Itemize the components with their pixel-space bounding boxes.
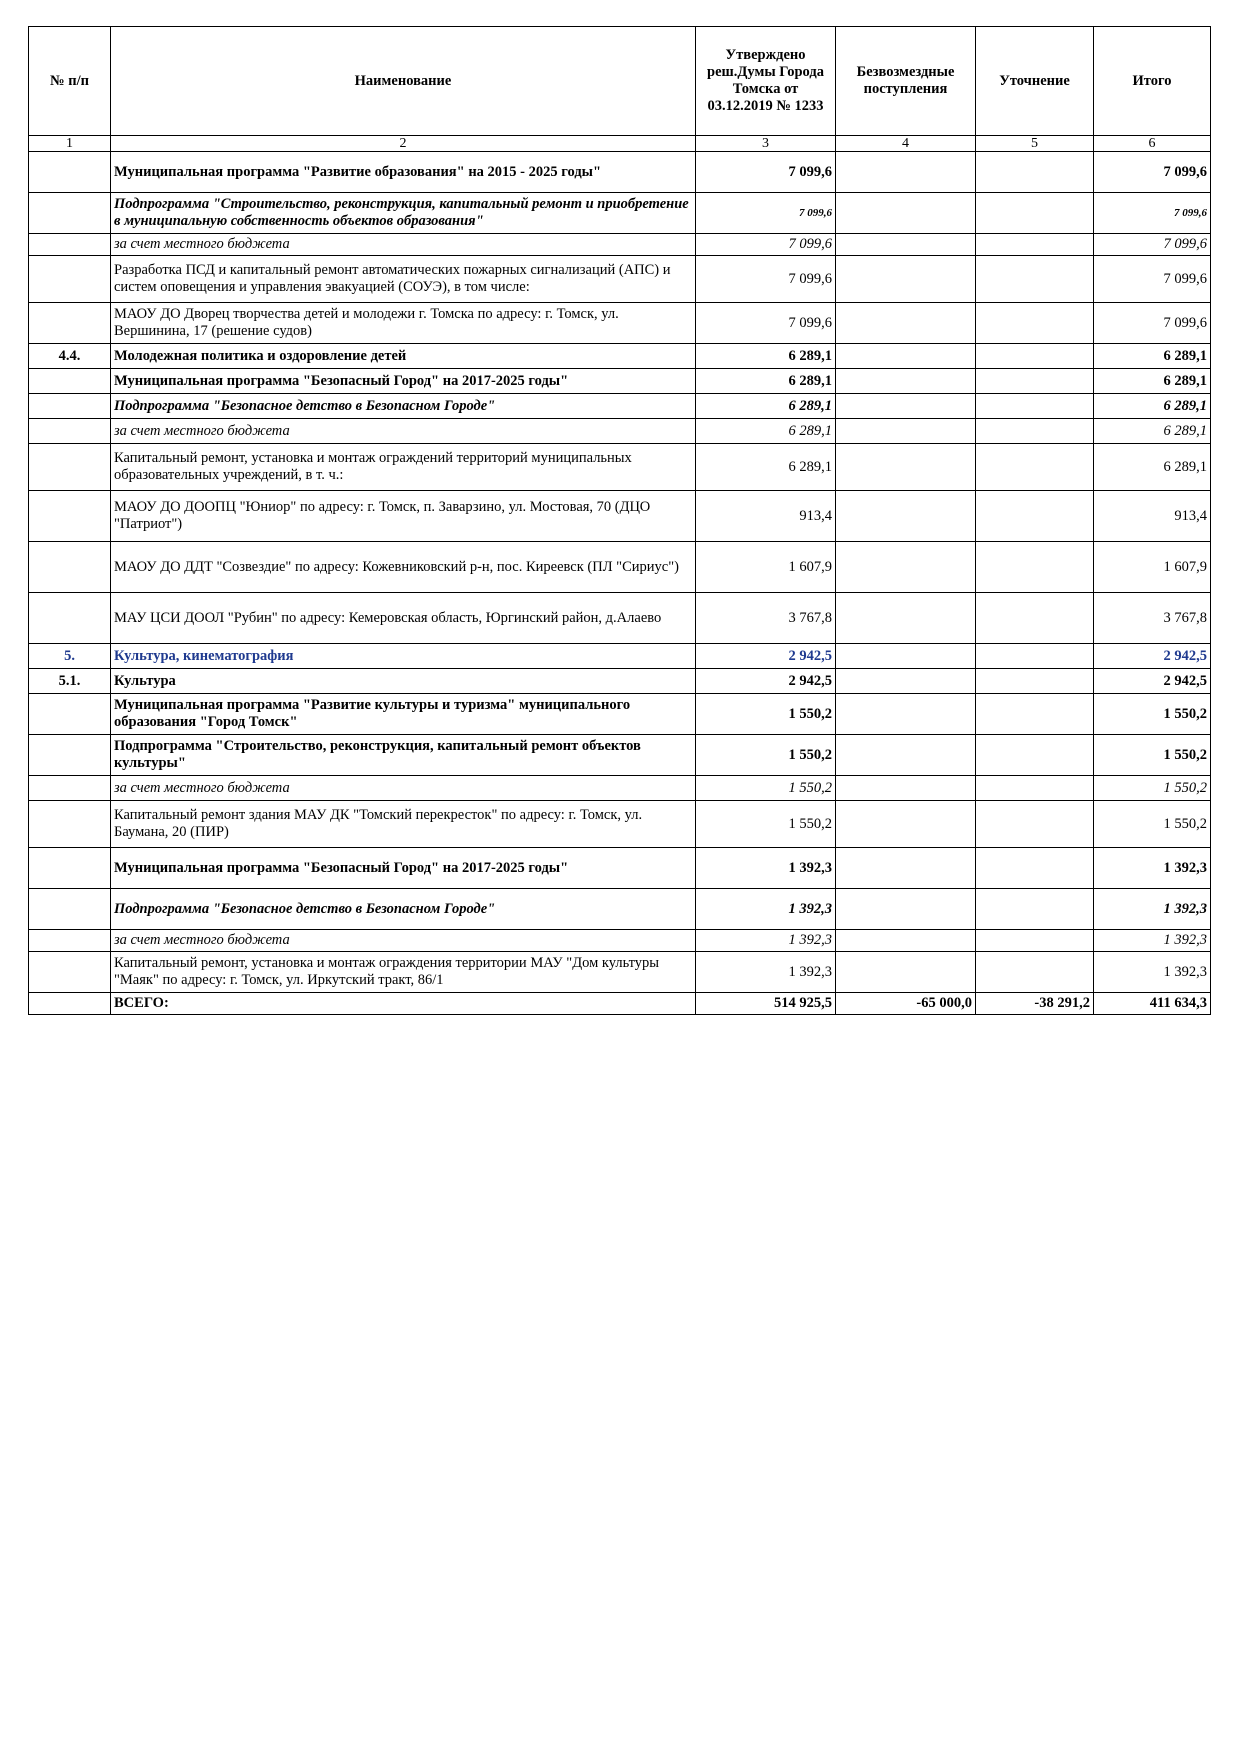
row-number: 5.1. <box>29 669 111 694</box>
row-total: 7 099,6 <box>1094 193 1211 234</box>
row-number <box>29 234 111 256</box>
table-row <box>29 303 1211 344</box>
table-row <box>29 234 1211 256</box>
row-number <box>29 952 111 993</box>
header-free-receipts: Безвозмездные поступления <box>836 27 976 136</box>
row-number <box>29 801 111 848</box>
row-number: 5. <box>29 644 111 669</box>
row-clarification <box>976 889 1094 930</box>
row-name: МАОУ ДО ДООПЦ "Юниор" по адресу: г. Томск, п. Заварзино, ул. Мостовая, 70 (ДЦО "Патриот") <box>111 491 696 542</box>
row-free-receipts <box>836 889 976 930</box>
table-row <box>29 256 1211 303</box>
row-approved: 6 289,1 <box>696 444 836 491</box>
table-row <box>29 542 1211 593</box>
row-name: Муниципальная программа "Развитие культуры и туризма" муниципального образования "Город Томск" <box>111 694 696 735</box>
row-free-receipts <box>836 542 976 593</box>
row-approved: 1 392,3 <box>696 889 836 930</box>
row-number <box>29 419 111 444</box>
row-number <box>29 369 111 394</box>
row-name: за счет местного бюджета <box>111 234 696 256</box>
row-name: МАОУ ДО ДДТ "Созвездие" по адресу: Кожевниковский р-н, пос. Киреевск (ПЛ "Сириус") <box>111 542 696 593</box>
header-total: Итого <box>1094 27 1211 136</box>
row-free-receipts <box>836 491 976 542</box>
row-clarification <box>976 801 1094 848</box>
row-approved: 1 550,2 <box>696 694 836 735</box>
row-name: Муниципальная программа "Развитие образования" на 2015 - 2025 годы" <box>111 152 696 193</box>
row-name: Культура, кинематография <box>111 644 696 669</box>
row-clarification <box>976 369 1094 394</box>
row-approved: 1 392,3 <box>696 952 836 993</box>
table-row <box>29 801 1211 848</box>
row-approved: 514 925,5 <box>696 993 836 1015</box>
row-name: Подпрограмма "Строительство, реконструкция, капитальный ремонт и приобретение в муниципальную собственность объектов образования" <box>111 193 696 234</box>
row-approved: 1 550,2 <box>696 776 836 801</box>
column-number: 4 <box>836 136 976 152</box>
table-row <box>29 593 1211 644</box>
row-approved: 2 942,5 <box>696 669 836 694</box>
row-approved: 1 392,3 <box>696 848 836 889</box>
row-approved: 1 550,2 <box>696 801 836 848</box>
table-row <box>29 993 1211 1015</box>
row-approved: 6 289,1 <box>696 369 836 394</box>
row-free-receipts <box>836 444 976 491</box>
row-clarification <box>976 444 1094 491</box>
row-clarification <box>976 644 1094 669</box>
row-name: Подпрограмма "Безопасное детство в Безопасном Городе" <box>111 889 696 930</box>
column-numbers-row <box>29 136 1211 152</box>
row-approved: 6 289,1 <box>696 394 836 419</box>
table-row <box>29 444 1211 491</box>
row-number <box>29 491 111 542</box>
row-total: 913,4 <box>1094 491 1211 542</box>
row-name: Муниципальная программа "Безопасный Город" на 2017-2025 годы" <box>111 848 696 889</box>
row-name: Молодежная политика и оздоровление детей <box>111 344 696 369</box>
row-number <box>29 444 111 491</box>
row-name: Капитальный ремонт, установка и монтаж ограждений территорий муниципальных образовательных учреждений, в т. ч.: <box>111 444 696 491</box>
row-clarification <box>976 152 1094 193</box>
row-total: 7 099,6 <box>1094 234 1211 256</box>
row-approved: 7 099,6 <box>696 234 836 256</box>
row-number <box>29 303 111 344</box>
table-row <box>29 193 1211 234</box>
row-clarification <box>976 256 1094 303</box>
row-total: 411 634,3 <box>1094 993 1211 1015</box>
row-name: Подпрограмма "Строительство, реконструкция, капитальный ремонт объектов культуры" <box>111 735 696 776</box>
row-approved: 1 607,9 <box>696 542 836 593</box>
row-clarification <box>976 848 1094 889</box>
row-free-receipts <box>836 801 976 848</box>
row-number: 4.4. <box>29 344 111 369</box>
row-clarification <box>976 234 1094 256</box>
row-total: 6 289,1 <box>1094 394 1211 419</box>
row-free-receipts <box>836 256 976 303</box>
row-clarification: -38 291,2 <box>976 993 1094 1015</box>
row-free-receipts <box>836 234 976 256</box>
table-row <box>29 344 1211 369</box>
row-name: за счет местного бюджета <box>111 419 696 444</box>
table-row <box>29 930 1211 952</box>
row-clarification <box>976 952 1094 993</box>
table-row <box>29 152 1211 193</box>
row-name: ВСЕГО: <box>111 993 696 1015</box>
row-total: 1 550,2 <box>1094 694 1211 735</box>
row-name: Муниципальная программа "Безопасный Город" на 2017-2025 годы" <box>111 369 696 394</box>
row-number <box>29 735 111 776</box>
row-number <box>29 152 111 193</box>
budget-table <box>28 26 1211 1015</box>
row-free-receipts <box>836 152 976 193</box>
row-free-receipts <box>836 735 976 776</box>
table-row <box>29 952 1211 993</box>
row-clarification <box>976 542 1094 593</box>
row-total: 6 289,1 <box>1094 444 1211 491</box>
row-free-receipts <box>836 644 976 669</box>
row-number <box>29 889 111 930</box>
row-number <box>29 593 111 644</box>
row-free-receipts <box>836 848 976 889</box>
column-number: 3 <box>696 136 836 152</box>
row-free-receipts <box>836 952 976 993</box>
row-approved: 1 550,2 <box>696 735 836 776</box>
row-approved: 2 942,5 <box>696 644 836 669</box>
row-name: Капитальный ремонт здания МАУ ДК "Томский перекресток" по адресу: г. Томск, ул. Баумана, 20 (ПИР) <box>111 801 696 848</box>
row-total: 7 099,6 <box>1094 256 1211 303</box>
row-number <box>29 394 111 419</box>
row-approved: 6 289,1 <box>696 344 836 369</box>
table-row <box>29 889 1211 930</box>
row-number <box>29 542 111 593</box>
table-row <box>29 369 1211 394</box>
row-number <box>29 993 111 1015</box>
row-approved: 3 767,8 <box>696 593 836 644</box>
row-total: 1 392,3 <box>1094 930 1211 952</box>
row-clarification <box>976 776 1094 801</box>
row-name: Капитальный ремонт, установка и монтаж ограждения территории МАУ "Дом культуры "Маяк" по адресу: г. Томск, ул. Иркутский тракт, 86/1 <box>111 952 696 993</box>
row-clarification <box>976 344 1094 369</box>
row-approved: 913,4 <box>696 491 836 542</box>
row-total: 1 392,3 <box>1094 889 1211 930</box>
row-total: 7 099,6 <box>1094 152 1211 193</box>
row-name: МАУ ЦСИ ДООЛ "Рубин" по адресу: Кемеровская область, Юргинский район, д.Алаево <box>111 593 696 644</box>
row-clarification <box>976 193 1094 234</box>
header-approved: Утверждено реш.Думы Города Томска от 03.12.2019 № 1233 <box>696 27 836 136</box>
row-free-receipts: -65 000,0 <box>836 993 976 1015</box>
row-name: Культура <box>111 669 696 694</box>
table-row <box>29 776 1211 801</box>
row-number <box>29 256 111 303</box>
row-clarification <box>976 669 1094 694</box>
row-clarification <box>976 593 1094 644</box>
row-number <box>29 694 111 735</box>
row-free-receipts <box>836 593 976 644</box>
row-total: 6 289,1 <box>1094 344 1211 369</box>
row-free-receipts <box>836 394 976 419</box>
row-approved: 7 099,6 <box>696 256 836 303</box>
row-free-receipts <box>836 193 976 234</box>
row-total: 1 550,2 <box>1094 735 1211 776</box>
row-name: Разработка ПСД и капитальный ремонт автоматических пожарных сигнализаций (АПС) и систем оповещения и управления эвакуацией (СОУЭ), в том числе: <box>111 256 696 303</box>
table-row <box>29 735 1211 776</box>
header-row <box>29 27 1211 136</box>
row-total: 2 942,5 <box>1094 669 1211 694</box>
column-number: 2 <box>111 136 696 152</box>
row-approved: 7 099,6 <box>696 303 836 344</box>
header-name: Наименование <box>111 27 696 136</box>
row-total: 3 767,8 <box>1094 593 1211 644</box>
column-number: 6 <box>1094 136 1211 152</box>
row-free-receipts <box>836 694 976 735</box>
row-total: 1 550,2 <box>1094 801 1211 848</box>
row-free-receipts <box>836 303 976 344</box>
row-clarification <box>976 735 1094 776</box>
table-row <box>29 694 1211 735</box>
header-num: № п/п <box>29 27 111 136</box>
row-total: 1 550,2 <box>1094 776 1211 801</box>
table-row <box>29 394 1211 419</box>
row-approved: 7 099,6 <box>696 152 836 193</box>
row-number <box>29 776 111 801</box>
row-free-receipts <box>836 930 976 952</box>
row-total: 2 942,5 <box>1094 644 1211 669</box>
row-free-receipts <box>836 776 976 801</box>
row-number <box>29 930 111 952</box>
row-total: 1 607,9 <box>1094 542 1211 593</box>
row-free-receipts <box>836 669 976 694</box>
table-row <box>29 669 1211 694</box>
row-approved: 1 392,3 <box>696 930 836 952</box>
row-name: Подпрограмма "Безопасное детство в Безопасном Городе" <box>111 394 696 419</box>
row-name: за счет местного бюджета <box>111 930 696 952</box>
column-number: 5 <box>976 136 1094 152</box>
row-clarification <box>976 419 1094 444</box>
row-number <box>29 193 111 234</box>
row-number <box>29 848 111 889</box>
table-row <box>29 848 1211 889</box>
row-total: 1 392,3 <box>1094 952 1211 993</box>
row-free-receipts <box>836 369 976 394</box>
column-number: 1 <box>29 136 111 152</box>
row-total: 6 289,1 <box>1094 369 1211 394</box>
row-approved: 6 289,1 <box>696 419 836 444</box>
row-total: 6 289,1 <box>1094 419 1211 444</box>
table-row <box>29 644 1211 669</box>
row-approved: 7 099,6 <box>696 193 836 234</box>
row-clarification <box>976 394 1094 419</box>
header-clarification: Уточнение <box>976 27 1094 136</box>
table-row <box>29 419 1211 444</box>
row-name: за счет местного бюджета <box>111 776 696 801</box>
row-clarification <box>976 491 1094 542</box>
row-free-receipts <box>836 344 976 369</box>
row-total: 7 099,6 <box>1094 303 1211 344</box>
row-clarification <box>976 930 1094 952</box>
row-clarification <box>976 694 1094 735</box>
row-free-receipts <box>836 419 976 444</box>
table-row <box>29 491 1211 542</box>
row-clarification <box>976 303 1094 344</box>
row-name: МАОУ ДО Дворец творчества детей и молодежи г. Томска по адресу: г. Томск, ул. Вершинина, 17 (решение судов) <box>111 303 696 344</box>
row-total: 1 392,3 <box>1094 848 1211 889</box>
